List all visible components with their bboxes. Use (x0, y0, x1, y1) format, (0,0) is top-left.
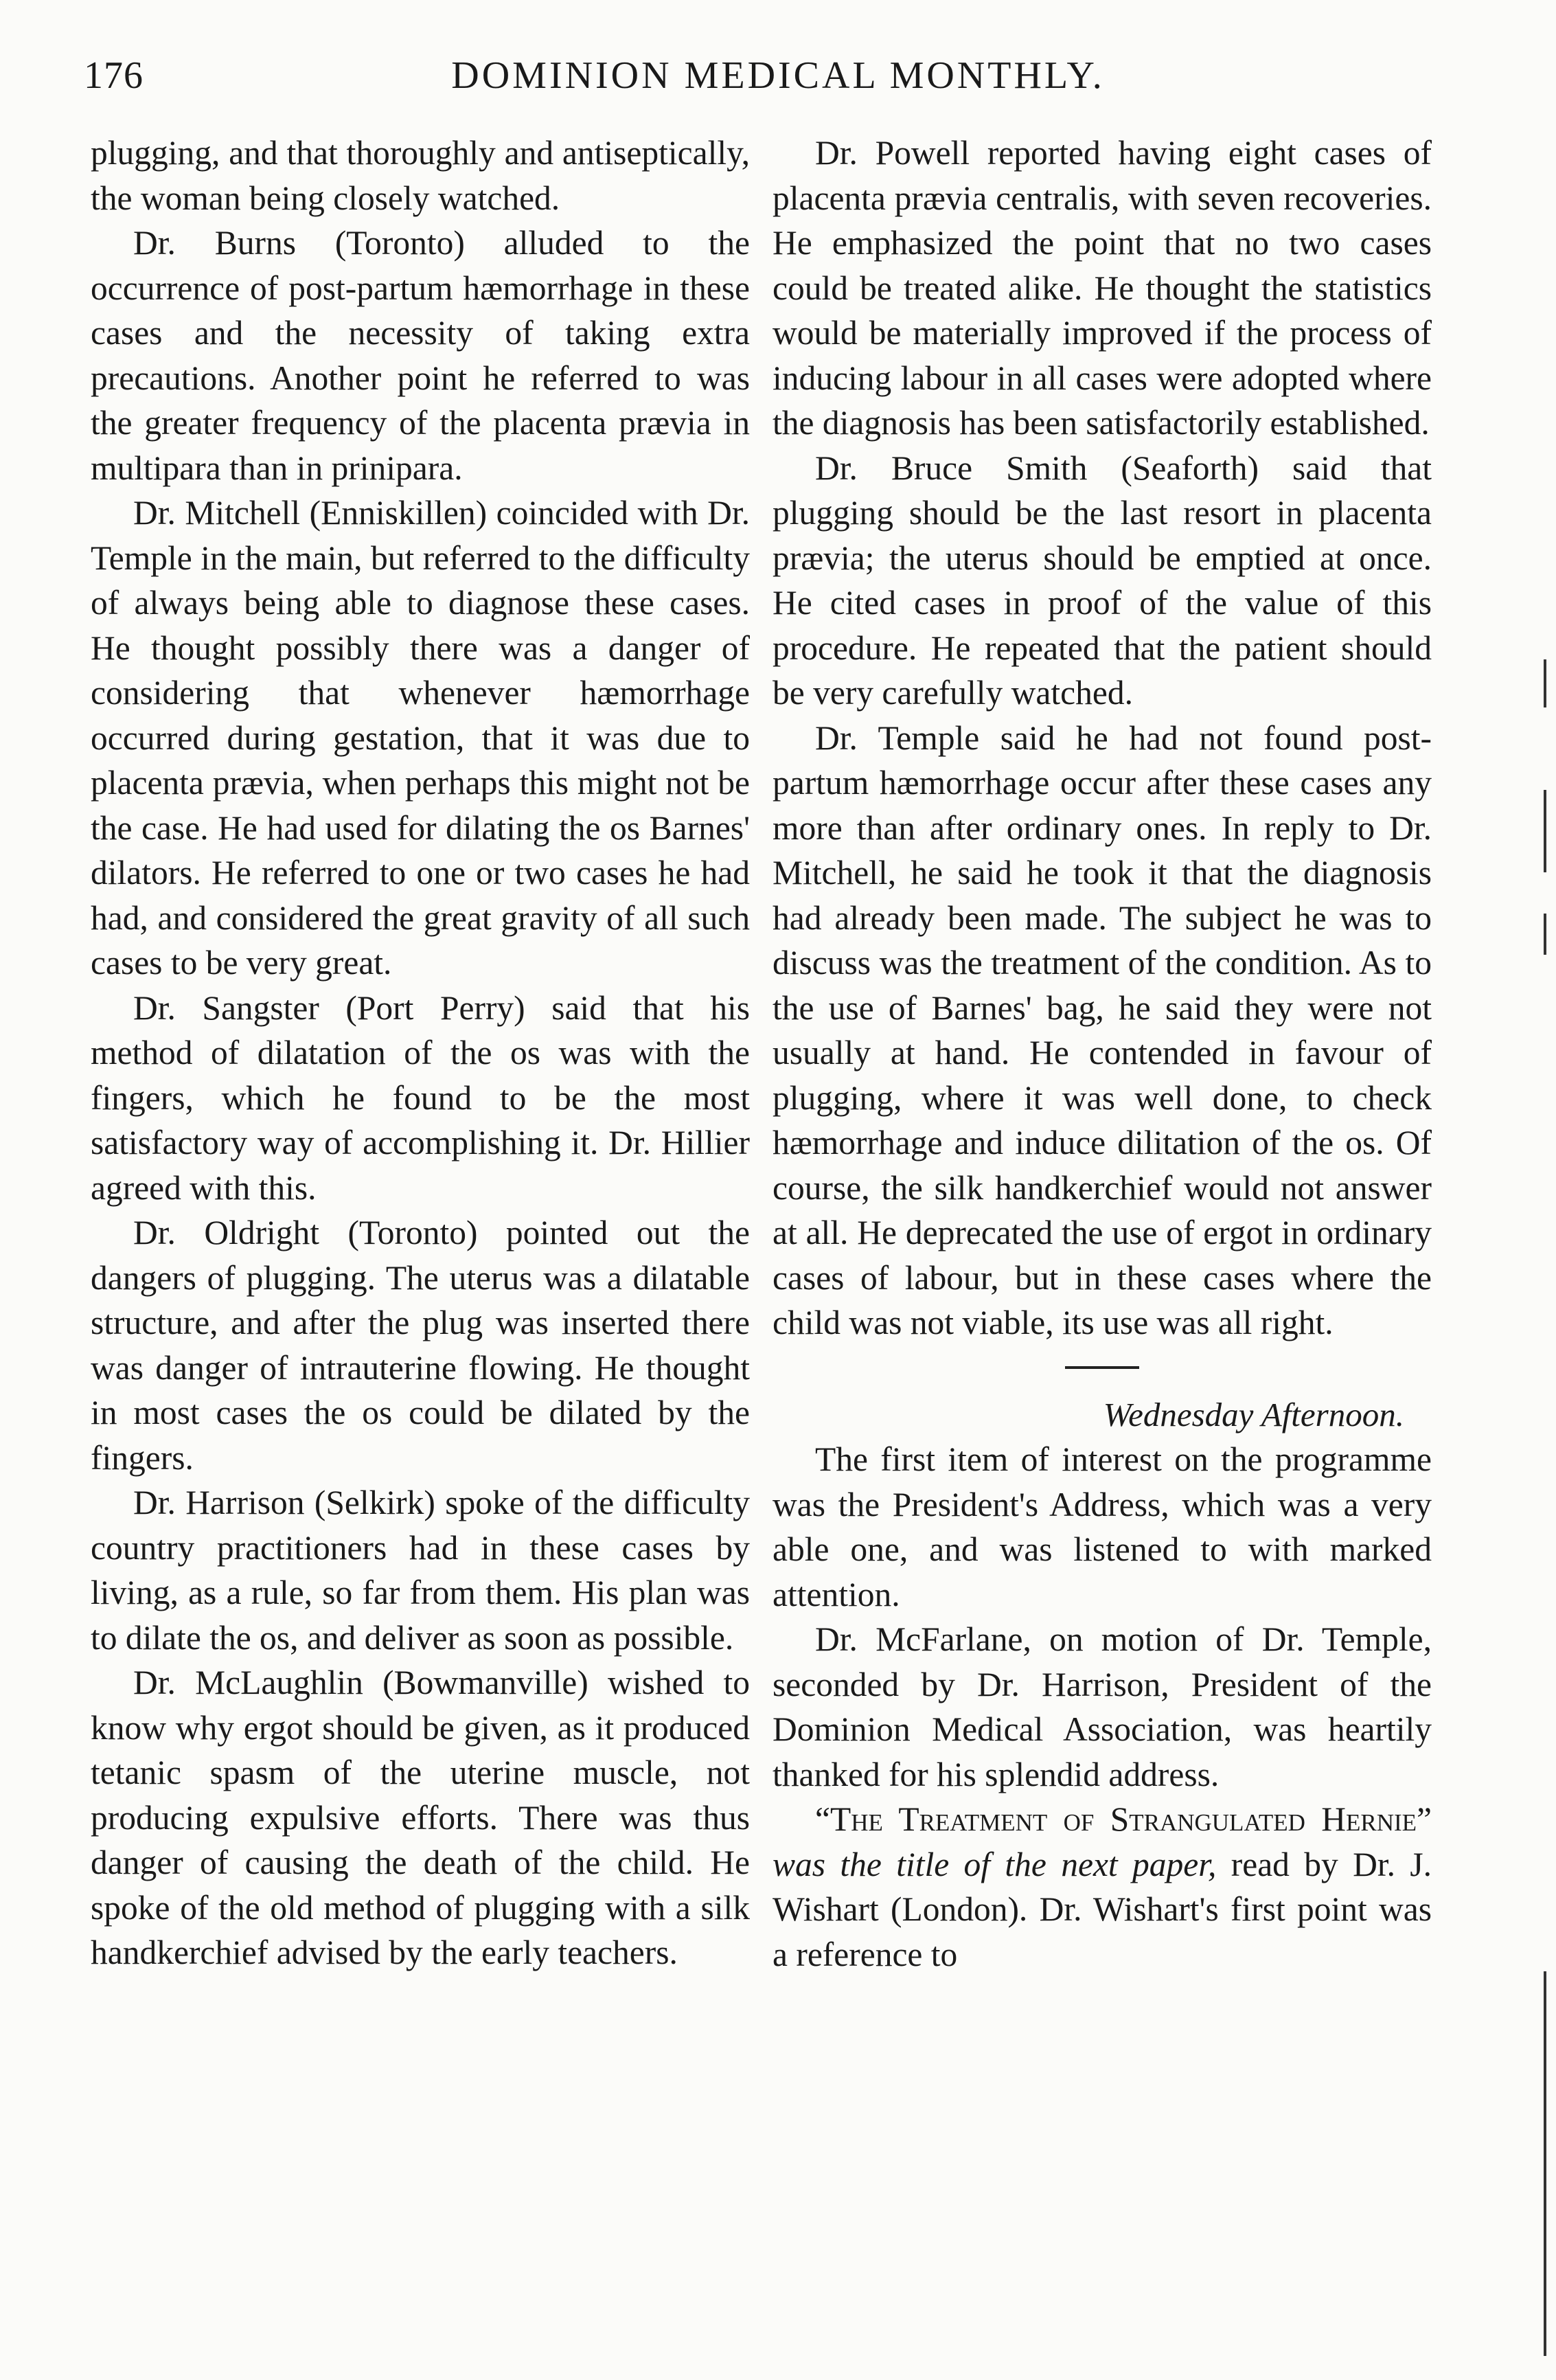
page-number: 176 (84, 54, 144, 97)
paragraph: Dr. Powell reported having eight cases of placenta prævia centralis, with seven recoveries. He emphasized the point that no two cases could be treated alike. He thought the statistics would be materially improved if the process of inducing labour in all cases were adopted where the diagnosis has been satisfactorily established. (773, 134, 1432, 442)
running-title: DOMINION MEDICAL MONTHLY. (451, 54, 1105, 97)
scan-edge-mark (1544, 914, 1546, 955)
paragraph-rest: read by Dr. J. Wishart (London). Dr. Wishart's first point was a reference to (773, 1845, 1432, 1973)
paragraph: Dr. Mitchell (Enniskillen) coincided with Dr. Temple in the main, but referred to the difficulty of always being able to diagnose these cases. He thought possibly there was a danger of considering that whenever hæmorrhage occurred during gestation, that it was due to placenta prævia, when perhaps this might not be the case. He had used for dilating the os Barnes' dilators. He referred to one or two cases he had had, and considered the great gravity of all such cases to be very great. (91, 494, 750, 982)
paragraph: Dr. Harrison (Selkirk) spoke of the difficulty country practitioners had in these cases by living, as a rule, so far from them. His plan was to dilate the os, and deliver as soon as possible. (91, 1484, 750, 1657)
paper-title: “The Treatment of Strangulated Hernie” (815, 1800, 1432, 1838)
paragraph: plugging, and that thoroughly and antiseptically, the woman being closely watched. (91, 134, 750, 217)
section-divider (1065, 1366, 1139, 1369)
paragraph: Dr. Burns (Toronto) alluded to the occurrence of post-partum hæmorrhage in these cases and the necessity of taking extra precautions. Another point he referred to was the greater frequency of the placenta prævia in multipara than in prinipara. (91, 224, 750, 487)
paragraph: The first item of interest on the programme was the President's Address, which was a very able one, and was listened to with marked attention. (773, 1440, 1432, 1613)
scan-edge-mark (1544, 659, 1546, 707)
left-column (91, 131, 750, 1975)
paragraph-paper-title (773, 1797, 1432, 1977)
section-heading: Wednesday Afternoon. (1103, 1395, 1404, 1433)
scan-edge-mark (1544, 790, 1546, 872)
paragraph: Dr. McLaughlin (Bowmanville) wished to know why ergot should be given, as it produced tetanic spasm of the uterine muscle, not producing expulsive efforts. There was thus danger of causing the death of the child. He spoke of the old method of plugging with a silk handkerchief advised by the early teachers. (91, 1664, 750, 1971)
paper-title-caption: was the title of the next paper, (773, 1845, 1217, 1883)
paragraph: Dr. McFarlane, on motion of Dr. Temple, seconded by Dr. Harrison, President of the Dominion Medical Association, was heartily thanked for his splendid address. (773, 1620, 1432, 1793)
paragraph: Dr. Temple said he had not found post-partum hæmorrhage occur after these cases any more than after ordinary ones. In reply to Dr. Mitchell, he said he took it that the diagnosis had already been made. The subject he was to discuss was the treatment of the condition. As to the use of Barnes' bag, he said they were not usually at hand. He contended in favour of plugging, where it was well done, to check hæmorrhage and induce dilitation of the os. Of course, the silk handkerchief would not answer at all. He deprecated the use of ergot in ordinary cases of labour, but in these cases where the child was not viable, its use was all right. (773, 718, 1432, 1341)
right-column (773, 131, 1432, 1977)
paragraph: Dr. Bruce Smith (Seaforth) said that plugging should be the last resort in placenta prævia; the uterus should be emptied at once. He cited cases in proof of the value of this procedure. He repeated that the patient should be very carefully watched. (773, 449, 1432, 712)
page-edge-marks (1535, 0, 1556, 2380)
scan-edge-mark (1544, 1971, 1546, 2356)
page-header (0, 54, 1556, 109)
paragraph: Dr. Oldright (Toronto) pointed out the dangers of plugging. The uterus was a dilatable structure, and after the plug was inserted there was danger of intrauterine flowing. He thought in most cases the os could be dilated by the fingers. (91, 1214, 750, 1477)
paragraph: Dr. Sangster (Port Perry) said that his method of dilatation of the os was with the fingers, which he found to be the most satisfactory way of accomplishing it. Dr. Hillier agreed with this. (91, 988, 750, 1207)
